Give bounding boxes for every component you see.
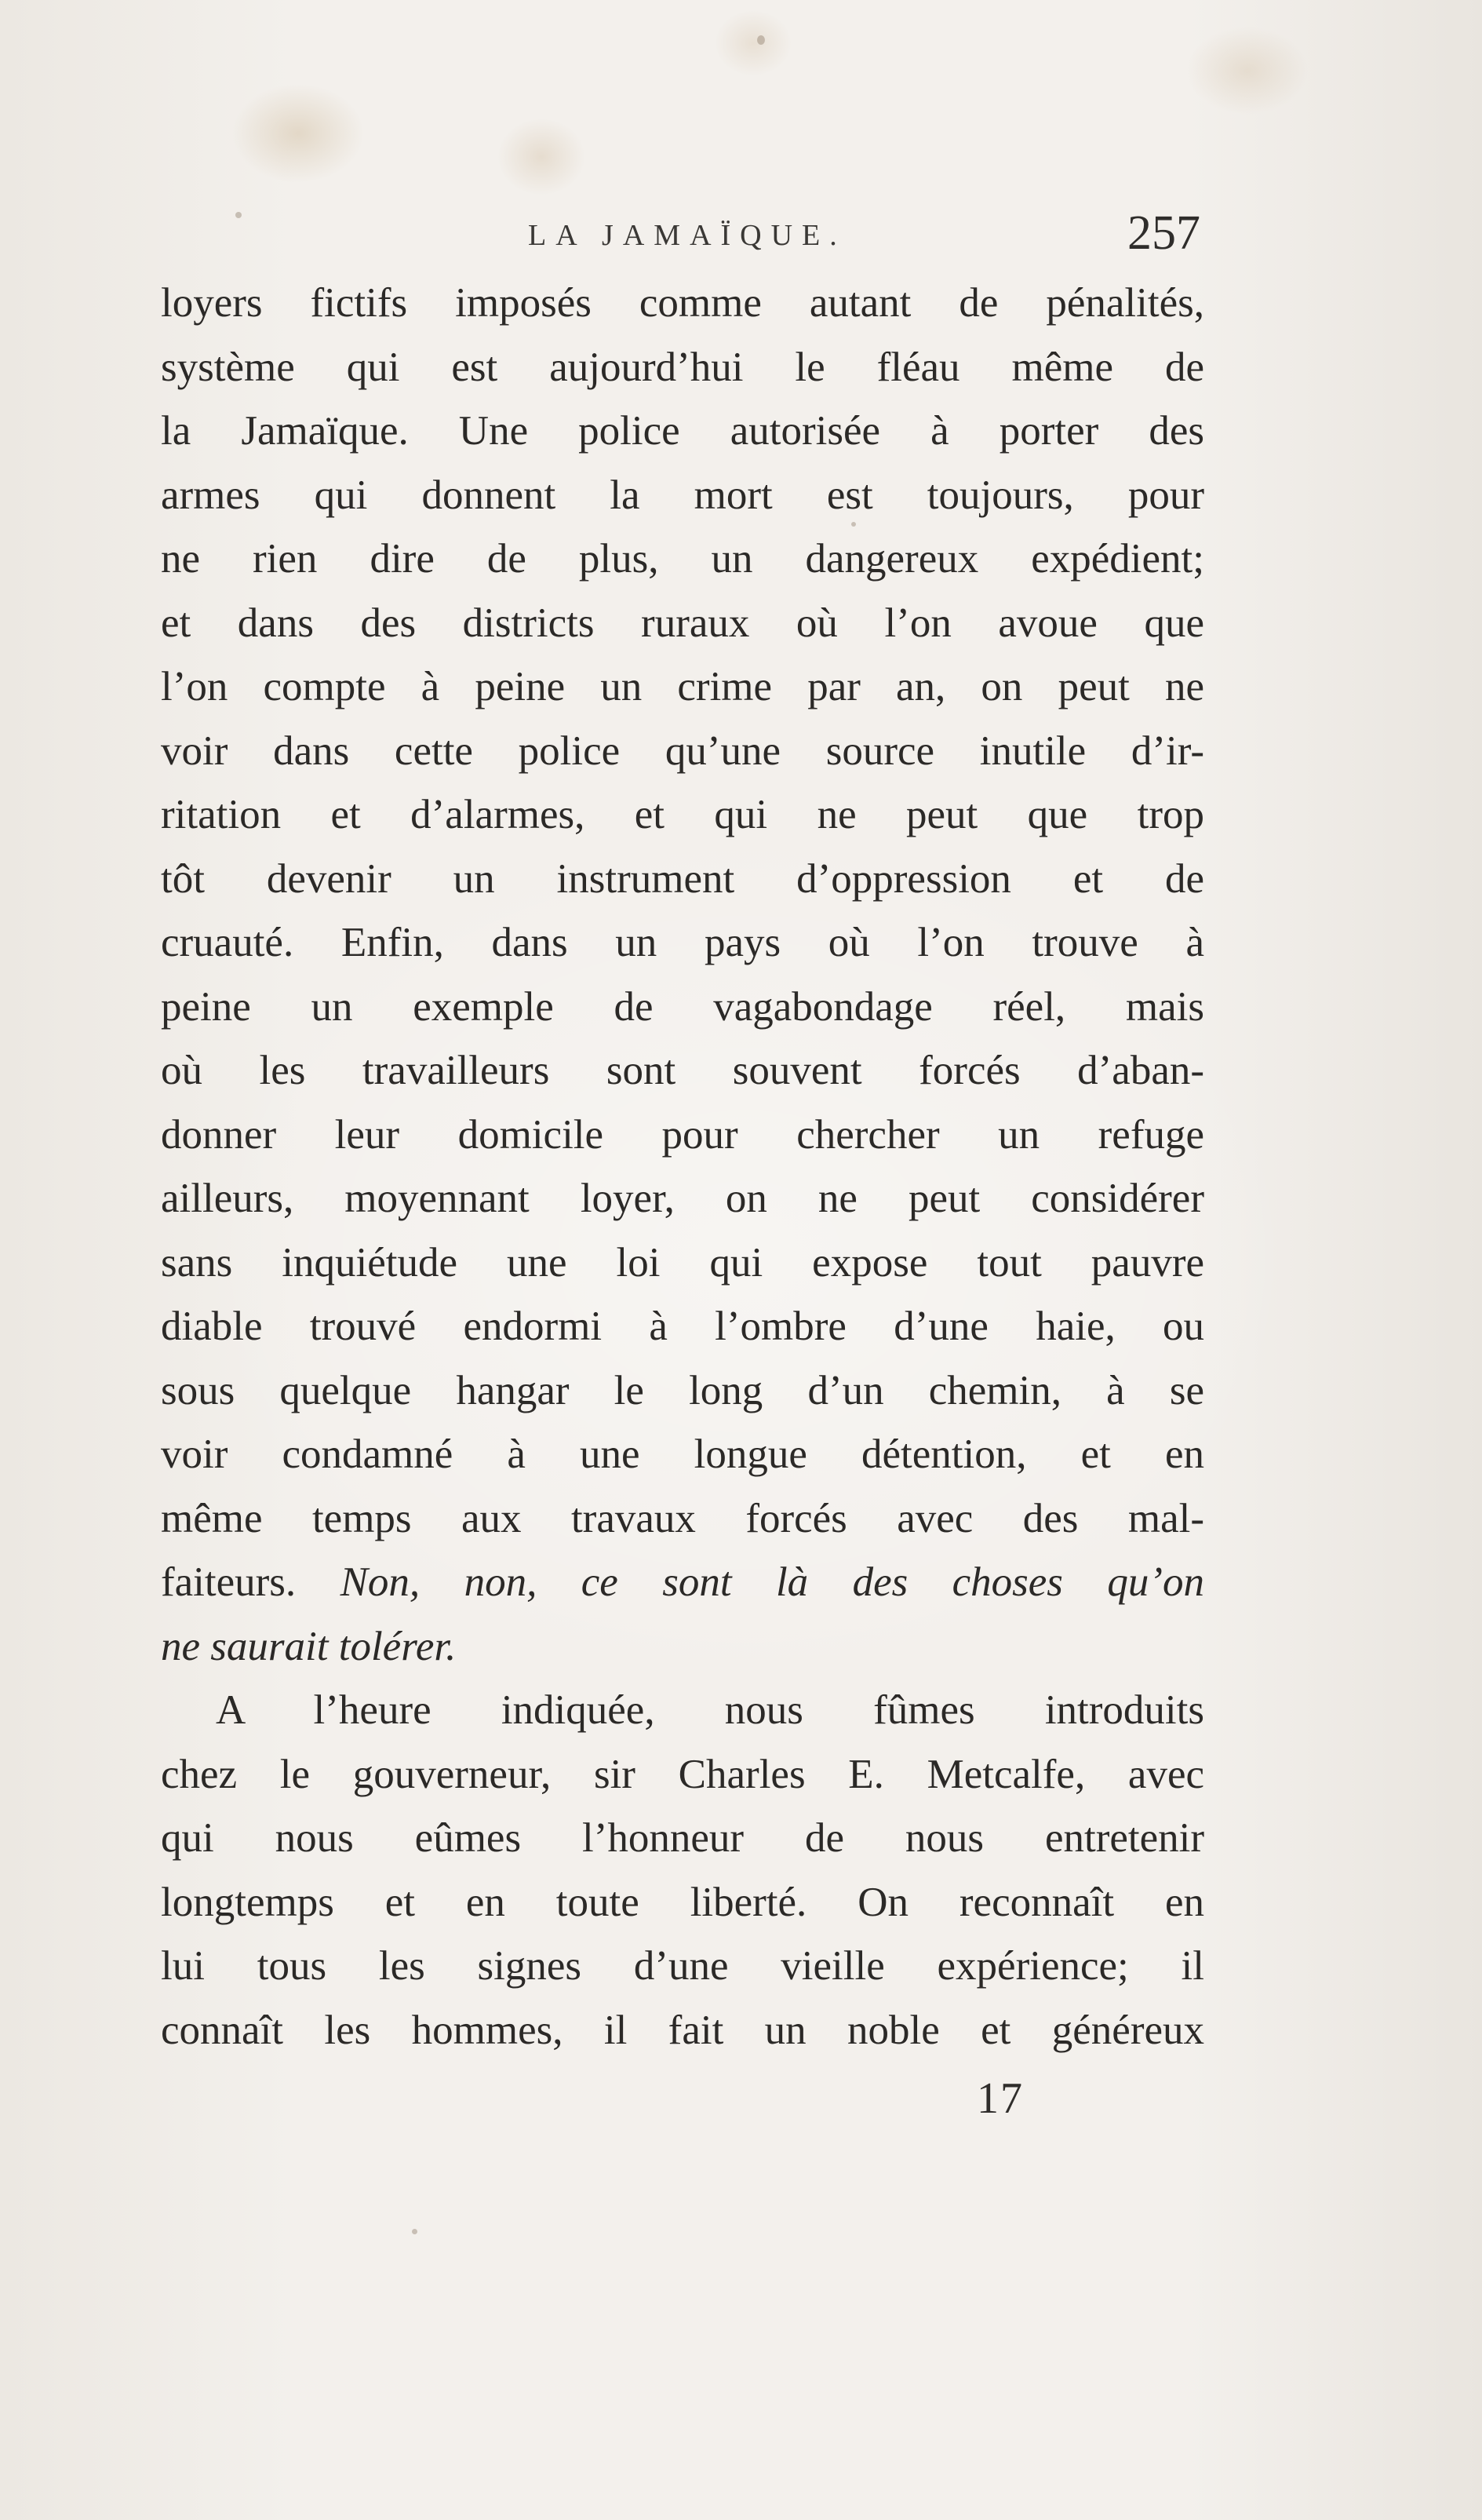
running-title: LA JAMAÏQUE.: [528, 219, 847, 252]
text-line-mixed: [161, 1551, 1204, 1615]
paper-speck: [412, 2229, 417, 2234]
text-line: système qui est aujourd’hui le fléau même de: [161, 344, 1204, 390]
text-line: ailleurs, moyennant loyer, on ne peut considérer: [161, 1176, 1204, 1221]
text-line: où les travailleurs sont souvent forcés d’aban-: [161, 1048, 1204, 1093]
text-line: la Jamaïque. Une police autorisée à porter des: [161, 408, 1204, 454]
text-line-italic: [161, 1615, 1204, 1679]
italic-text: ne saurait tolérer.: [161, 1623, 457, 1669]
paper-speck: [235, 212, 242, 218]
paper-speck: [851, 522, 856, 527]
text-line: connaît les hommes, il fait un noble et généreux: [161, 2007, 1204, 2053]
text-line: ritation et d’alarmes, et qui ne peut que trop: [161, 792, 1204, 837]
italic-text: Non, non, ce sont là des choses qu’on: [340, 1559, 1204, 1605]
text-line: tôt devenir un instrument d’oppression et de: [161, 855, 1204, 902]
roman-text: faiteurs.: [161, 1559, 340, 1605]
text-line: sans inquiétude une loi qui expose tout pauvre: [161, 1239, 1204, 1286]
body-text: [161, 272, 1204, 2062]
text-line: chez le gouverneur, sir Charles E. Metcalfe, avec: [161, 1751, 1204, 1797]
text-line: même temps aux travaux forcés avec des mal-: [161, 1495, 1204, 1541]
text-line: et dans des districts ruraux où l’on avoue que: [161, 600, 1204, 646]
text-line: sous quelque hangar le long d’un chemin, à se: [161, 1367, 1204, 1413]
text-line: ne rien dire de plus, un dangereux expédient;: [161, 536, 1204, 582]
text-line: qui nous eûmes l’honneur de nous entretenir: [161, 1815, 1204, 1861]
text-line: peine un exemple de vagabondage réel, mais: [161, 983, 1204, 1030]
text-line: lui tous les signes d’une vieille expérience; il: [161, 1943, 1204, 1989]
text-line: armes qui donnent la mort est toujours, pour: [161, 472, 1204, 518]
text-line: l’on compte à peine un crime par an, on peut ne: [161, 664, 1204, 709]
signature-mark: 17: [977, 2074, 1024, 2123]
text-line: voir condamné à une longue détention, et en: [161, 1431, 1204, 1477]
page-number: 257: [1127, 206, 1200, 260]
paper-speck: [757, 35, 765, 45]
text-line: voir dans cette police qu’une source inutile d’ir-: [161, 728, 1204, 774]
paragraph-start-line: A l’heure indiquée, nous fûmes introduits: [216, 1687, 1204, 1733]
text-line: cruauté. Enfin, dans un pays où l’on trouve à: [161, 920, 1204, 965]
text-line: donner leur domicile pour chercher un refuge: [161, 1111, 1204, 1158]
text-line: diable trouvé endormi à l’ombre d’une haie, ou: [161, 1304, 1204, 1349]
text-line: longtemps et en toute liberté. On reconnaît en: [161, 1879, 1204, 1925]
text-line: loyers fictifs imposés comme autant de pénalités,: [161, 280, 1204, 326]
running-head: [157, 206, 1208, 273]
